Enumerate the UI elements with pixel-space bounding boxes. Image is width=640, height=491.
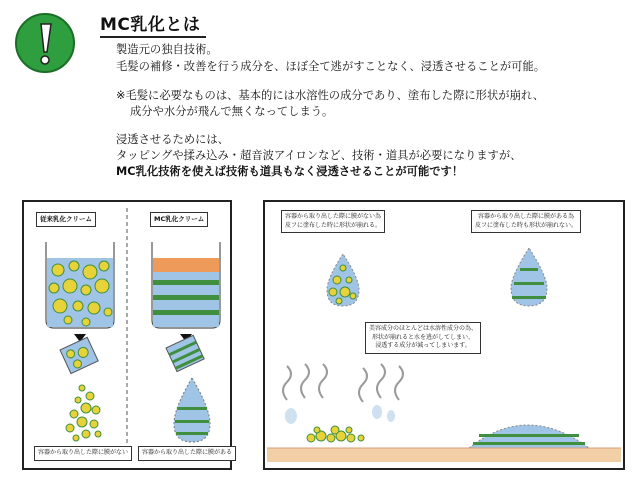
intro-line-1: 製造元の独自技術。 bbox=[116, 43, 218, 56]
exclamation-icon bbox=[14, 12, 76, 74]
application-illustration bbox=[265, 202, 623, 468]
body-line-3: MC乳化技術を使えば技術も道具もなく浸透させることが可能です！ bbox=[116, 165, 464, 178]
body-line-2: タッピングや揉み込み・超音波アイロンなど、技術・道具が必要になりますが、 bbox=[116, 149, 522, 162]
steam-icon bbox=[283, 364, 403, 402]
application-panel bbox=[263, 200, 625, 470]
conventional-caption: 容器から取り出した際に膜がない bbox=[34, 446, 132, 461]
body-line-1: 浸透させるためには、 bbox=[116, 133, 229, 146]
middle-note: 美容成分のほとんどは水溶性成分の為、 形状が崩れると水を逃がしてしまい、 浸透する成分が減ってしまいます。 bbox=[365, 322, 481, 354]
mc-caption: 容器から取り出した際に膜がある bbox=[138, 446, 236, 461]
top-left-note: 容器から取り出した際に膜がない為 皮フに塗布した時に形状が崩れる。 bbox=[281, 210, 385, 233]
comparison-panel bbox=[22, 200, 232, 470]
down-arrow-icon bbox=[74, 334, 192, 342]
mc-cream-label: MC乳化クリーム bbox=[150, 212, 208, 227]
page-title: MC乳化とは bbox=[100, 10, 206, 38]
note-line-2: 成分や水分が飛んで無くなってしまう。 bbox=[130, 105, 334, 118]
note-line-1: ※毛髪に必要なものは、基本的には水溶性の成分であり、塗布した際に形状が崩れ、 bbox=[116, 89, 545, 102]
comparison-illustration bbox=[24, 202, 230, 468]
conventional-cream-label: 従来乳化クリーム bbox=[36, 212, 96, 227]
intro-line-2: 毛髪の補修・改善を行う成分を、ほぼ全て逃がすことなく、浸透させることが可能。 bbox=[116, 60, 546, 73]
top-right-note: 容器から取り出した際に膜がある為 皮フに塗布した時も形状が崩れない。 bbox=[471, 210, 581, 233]
